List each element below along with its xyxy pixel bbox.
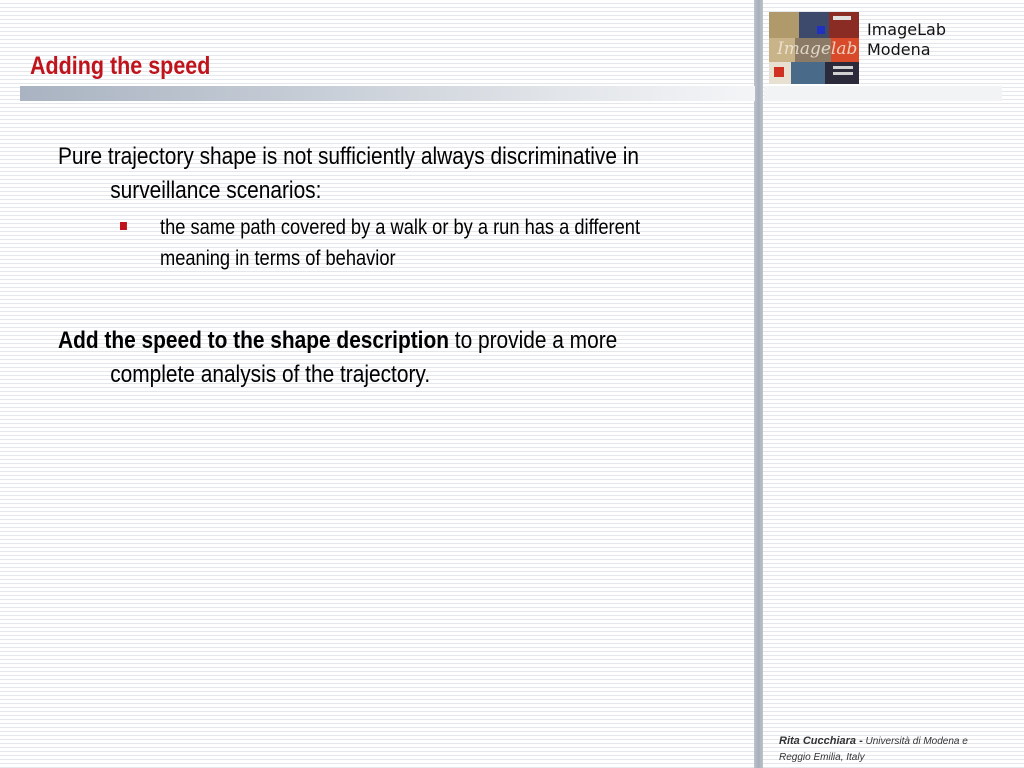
svg-text:Imagelab: Imagelab	[777, 39, 858, 59]
paragraph-2	[58, 324, 737, 392]
slide-body	[58, 140, 748, 392]
logo-caption-line2: Modena	[867, 40, 931, 59]
sub-bullet-line-2: meaning in terms of behavior	[160, 247, 396, 270]
paragraph-2-line-1	[58, 324, 737, 358]
paragraph-1	[58, 140, 737, 208]
footer-author: Rita Cucchiara -	[779, 735, 863, 747]
slide-title: Adding the speed	[30, 52, 211, 80]
logo-caption	[867, 20, 946, 60]
footer-affiliation-2: Reggio Emilia, Italy	[779, 752, 865, 763]
vertical-divider	[754, 0, 763, 768]
title-bar-right	[764, 86, 1002, 101]
square-bullet-icon	[120, 222, 127, 230]
paragraph-2-text: to provide a more	[448, 327, 618, 354]
paragraph-2-bold-text: Add the speed to the shape description	[58, 327, 449, 354]
paragraph-1-line-1: Pure trajectory shape is not sufficiently always discriminative in	[58, 143, 640, 170]
paragraph-1-line-2: surveillance scenarios:	[110, 177, 322, 204]
footer-affiliation-1: Università di Modena e	[862, 736, 968, 747]
paragraph-2-line-2: complete analysis of the trajectory.	[110, 361, 431, 388]
imagelab-logo-icon	[769, 12, 859, 84]
title-underline-bar	[20, 86, 755, 101]
logo-caption-line1: ImageLab	[867, 20, 946, 39]
sub-bullet-line-1: the same path covered by a walk or by a run has a different	[160, 216, 641, 239]
footer-credit	[779, 733, 989, 766]
sub-bullet-item	[160, 212, 769, 274]
